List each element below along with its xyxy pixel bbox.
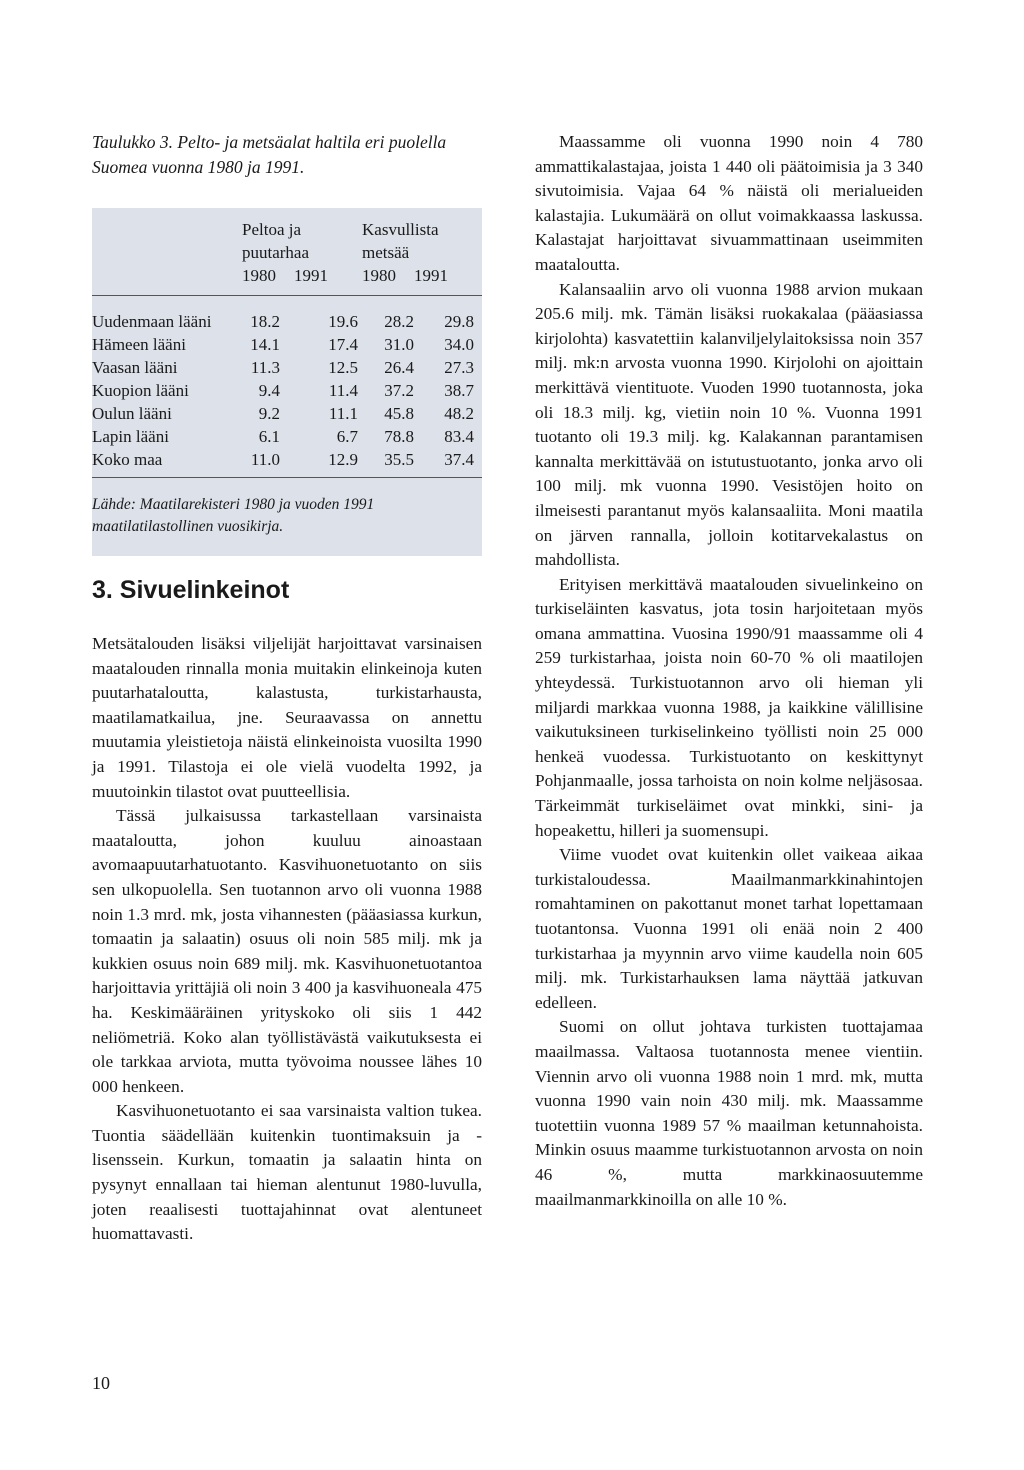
row-name: Uudenmaan lääni	[92, 312, 212, 331]
cell: 28.2	[384, 312, 414, 331]
paragraph: Erityisen merkittävä maatalouden sivuelinkeino on turkiseläinten kasvatus, jota tosin harjoitetaan myös omana ammattina. Vuosina 1990/91 maassamme oli 4 259 turkistarhaa, joista noin 60-70 % oli maatilojen yhteydessä. Turkistuotannon arvo oli hieman yli miljardi markkaa vuonna 1988, ja kaikkine välillisine vaikutuksineen turkiselinkeino työllisti noin 25 000 henkeä vuodessa. Turkistuotanto on keskittynyt Pohjanmaalle, jossa tarhoista on noin kolme neljäsosaa. Tärkeimmät turkiseläimet ovat minkki, sini- ja hopeakettu, hilleri ja suomensupi.	[535, 574, 923, 840]
cell: 45.8	[384, 404, 414, 423]
cell: 34.0	[444, 335, 474, 354]
header-spacer	[92, 218, 242, 287]
cell: 11.4	[328, 381, 358, 400]
table-row	[92, 402, 482, 425]
header-year: 1991	[414, 266, 448, 285]
cell: 12.9	[328, 450, 358, 469]
right-column	[535, 130, 923, 1212]
table-row	[92, 448, 482, 471]
header-field-line2: puutarhaa	[242, 243, 310, 262]
header-forest-line1: Kasvullista	[362, 220, 439, 239]
table-row	[92, 333, 482, 356]
cell: 48.2	[444, 404, 474, 423]
paragraph: Tässä julkaisussa tarkastellaan varsinaista maataloutta, johon kuuluu ainoastaan avomaapuutarhatuotanto. Kasvihuonetuotanto on siis sen ulkopuolella. Sen tuotannon arvo oli vuonna 1988 noin 1.3 mrd. mk, josta vihannesten (pääasiassa kurkun, tomaatin ja salaatin) osuus oli noin 585 milj. mk ja kukkien osuus noin 689 milj. mk. Kasvihuonetuotantoa harjoittavia yrittäjiä oli noin 3 400 ja kasvihuoneala 475 ha. Keskimääräinen yrityskoko oli siis 1 442 neliömetriä. Koko alan työllistävästä vaikutuksesta ei ole tarkkaa arviota, mutta työvoima noussee lähes 10 000 henkeen.	[92, 806, 482, 1096]
cell: 11.1	[328, 404, 358, 423]
table-caption: Taulukko 3. Pelto- ja metsäalat haltila eri puolella Suomea vuonna 1980 ja 1991.	[92, 132, 447, 177]
cell: 38.7	[444, 381, 474, 400]
data-table	[92, 208, 482, 556]
cell: 18.2	[250, 312, 280, 331]
section-title: 3. Sivuelinkeinot	[92, 576, 290, 604]
cell: 37.4	[444, 450, 474, 469]
row-name: Vaasan lääni	[92, 358, 178, 377]
cell: 12.5	[328, 358, 358, 377]
left-column	[92, 130, 482, 1247]
cell: 37.2	[384, 381, 414, 400]
cell: 11.0	[250, 450, 280, 469]
header-forest-line2: metsää	[362, 243, 410, 262]
cell: 9.2	[258, 404, 280, 423]
row-name: Kuopion lääni	[92, 381, 189, 400]
paragraph: Kalansaaliin arvo oli vuonna 1988 arvion mukaan 205.6 milj. mk. Tämän lisäksi ruokakalaa (pääasiassa kirjolohta) kasvatettiin kalanviljelylaitoksissa noin 357 milj. mk:n arvosta vuonna 1990. Kirjolohi on ajoittain merkittävä vientituote. Vuoden 1990 tuotannosta, joka oli 18.3 milj. kg, vietiin noin 10 %. Vuonna 1991 tuotanto oli 19.3 milj. kg. Kalakannan parantamisen kannalta merkittävää on istutustuotanto, jonka arvo oli 100 milj. mk vuonna 1990. Vesistöjen hoito on ilmeisesti parantanut myös kalansaaliita. Moni maatila on järven rannalla, jolloin kotitarvekalastus on mahdollista.	[535, 279, 923, 570]
cell: 11.3	[250, 358, 280, 377]
cell: 6.7	[336, 427, 358, 446]
table-row	[92, 356, 482, 379]
paragraph: Kasvihuonetuotanto ei saa varsinaista valtion tukea. Tuontia säädellään kuitenkin tuontimaksuin ja -lisenssein. Kurkun, tomaatin ja salaatin hinta on pysynyt ennallaan tai hieman alentunut 1980-luvulla, joten reaalisesti tuottajahinnat ovat alentuneet huomattavasti.	[92, 1101, 482, 1244]
cell: 78.8	[384, 427, 414, 446]
cell: 29.8	[444, 312, 474, 331]
cell: 27.3	[444, 358, 474, 377]
table-row	[92, 310, 482, 333]
header-year: 1980	[362, 266, 396, 285]
table-source: Lähde: Maatilarekisteri 1980 ja vuoden 1991 maatilatilastollinen vuosikirja.	[92, 496, 375, 535]
header-year: 1980	[242, 266, 276, 285]
table-body	[92, 296, 482, 478]
table-header	[92, 208, 482, 296]
cell: 14.1	[250, 335, 280, 354]
header-group-field	[242, 218, 362, 287]
cell: 31.0	[384, 335, 414, 354]
header-year: 1991	[294, 266, 328, 285]
table-row	[92, 379, 482, 402]
cell: 6.1	[258, 427, 280, 446]
paragraph: Maassamme oli vuonna 1990 noin 4 780 ammattikalastajaa, joista 1 440 oli päätoimisia ja 3 340 sivutoimisia. Vajaa 64 % näistä oli merialueiden kalastajia. Lukumäärä on ollut voimakkaassa laskussa. Kalastajat harjoittavat sivuammattinaan useimmiten maataloutta.	[535, 132, 923, 274]
header-group-forest	[362, 218, 482, 287]
cell: 26.4	[384, 358, 414, 377]
table-row	[92, 425, 482, 448]
paragraph: Metsätalouden lisäksi viljelijät harjoittavat varsinaisen maatalouden rinnalla monia muitakin elinkeinoja kuten puutarhataloutta, kalastusta, turkistarhausta, maatilamatkailua, jne. Seuraavassa on annettu muutamia yleistietoja näistä elinkeinoista vuosilta 1990 ja 1991. Tilastoja ei ole vielä vuodelta 1992, ja muutoinkin tilastot ovat puutteellisia.	[92, 634, 482, 801]
header-field-line1: Peltoa ja	[242, 220, 302, 239]
paragraph: Suomi on ollut johtava turkisten tuottajamaa maailmassa. Valtaosa tuotannosta menee vientiin. Viennin arvo oli vuonna 1988 noin 1 mrd. mk, mutta vuonna 1990 vain noin 430 milj. mk. Maassamme tuotettiin vuonna 1989 57 % maailman ketunnahoista. Minkin osuus maamme turkistuotannon arvosta on noin 46 %, mutta markkinaosuutemme maailmanmarkkinoilla on alle 10 %.	[535, 1017, 923, 1209]
page-number: 10	[92, 1373, 110, 1393]
paragraph: Viime vuodet ovat kuitenkin ollet vaikeaa aikaa turkistaloudessa. Maailmanmarkkinahintojen romahtaminen on pakottanut monet tarhat lopettamaan tuotantonsa. Vuonna 1991 oli enää noin 2 400 turkistarhaa ja myynnin arvo viime kaudella noin 605 milj. mk. Turkistarhauksen lama näyttää jatkuvan edelleen.	[535, 845, 923, 1012]
row-name: Koko maa	[92, 450, 163, 469]
cell: 17.4	[328, 335, 358, 354]
cell: 35.5	[384, 450, 414, 469]
row-name: Lapin lääni	[92, 427, 169, 446]
row-name: Oulun lääni	[92, 404, 172, 423]
cell: 19.6	[328, 312, 358, 331]
cell: 83.4	[444, 427, 474, 446]
row-name: Hämeen lääni	[92, 335, 186, 354]
cell: 9.4	[258, 381, 280, 400]
